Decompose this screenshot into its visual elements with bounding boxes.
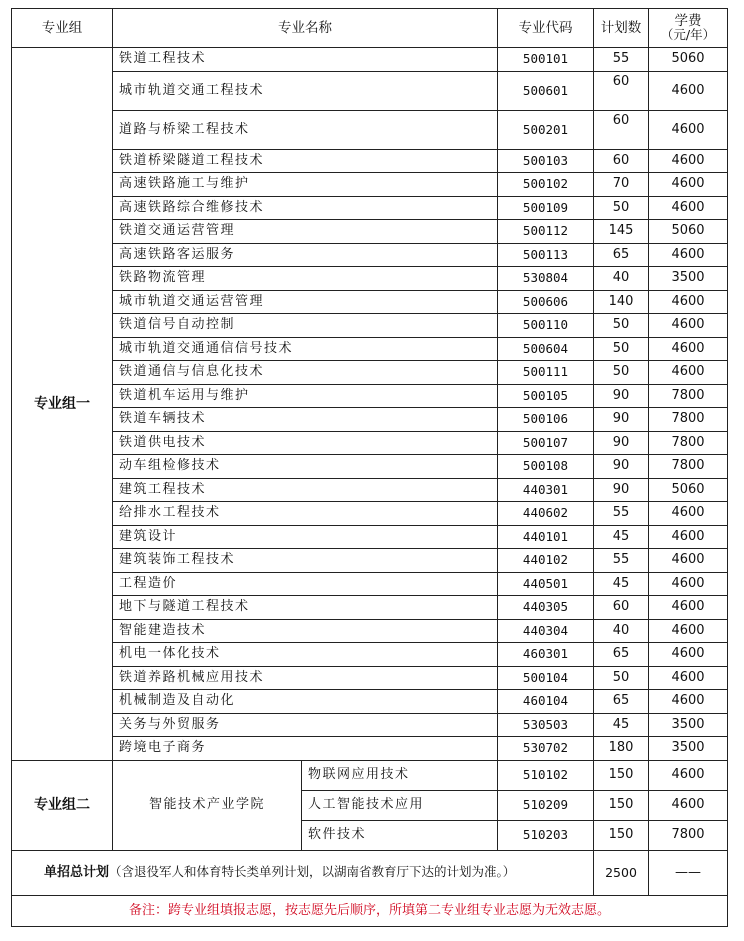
major-fee: 4600: [649, 110, 728, 149]
major-name: 跨境电子商务: [113, 737, 498, 761]
table-row: [12, 267, 728, 291]
group2-label: 专业组二: [12, 760, 113, 850]
table-row: [12, 314, 728, 338]
major-plan: 50: [594, 314, 649, 338]
major-plan: 145: [594, 220, 649, 244]
major-plan: 90: [594, 478, 649, 502]
group2-college: 智能技术产业学院: [113, 760, 302, 850]
major-plan: 65: [594, 243, 649, 267]
major-plan: 50: [594, 196, 649, 220]
major-name: 铁道供电技术: [113, 431, 498, 455]
major-name: 道路与桥梁工程技术: [113, 110, 498, 149]
major-fee: 7800: [649, 384, 728, 408]
major-code: 440602: [498, 502, 594, 526]
major-code: 440305: [498, 596, 594, 620]
table-row: [12, 596, 728, 620]
major-code: 510102: [498, 760, 594, 790]
major-plan: 60: [594, 596, 649, 620]
table-row: [12, 760, 728, 790]
major-plan: 150: [594, 790, 649, 820]
table-header: [12, 9, 728, 48]
table-row: [12, 408, 728, 432]
major-code: 500105: [498, 384, 594, 408]
major-code: 440501: [498, 572, 594, 596]
major-code: 500606: [498, 290, 594, 314]
major-plan: 45: [594, 572, 649, 596]
major-fee: 4600: [649, 643, 728, 667]
major-plan: 140: [594, 290, 649, 314]
table-row: [12, 243, 728, 267]
table-row: [12, 502, 728, 526]
major-name: 机械制造及自动化: [113, 690, 498, 714]
enrollment-plan-table-wrapper: [11, 8, 727, 927]
table-row: [12, 196, 728, 220]
major-fee: 7800: [649, 431, 728, 455]
major-name: 机电一体化技术: [113, 643, 498, 667]
table-row: [12, 337, 728, 361]
major-plan: 90: [594, 431, 649, 455]
major-plan: 60: [594, 149, 649, 173]
major-fee: 4600: [649, 149, 728, 173]
major-code: 510203: [498, 820, 594, 850]
table-row: [12, 690, 728, 714]
major-name: 高速铁路施工与维护: [113, 173, 498, 197]
table-row: [12, 619, 728, 643]
major-code: 510209: [498, 790, 594, 820]
major-fee: 4600: [649, 666, 728, 690]
major-name: 城市轨道交通工程技术: [113, 71, 498, 110]
major-plan: 50: [594, 361, 649, 385]
major-plan: 40: [594, 619, 649, 643]
major-code: 500102: [498, 173, 594, 197]
major-fee: 3500: [649, 267, 728, 291]
major-name: 软件技术: [302, 820, 498, 850]
major-fee: 4600: [649, 572, 728, 596]
major-code: 440102: [498, 549, 594, 573]
footnote: 备注：跨专业组填报志愿，按志愿先后顺序，所填第二专业组专业志愿为无效志愿。: [12, 895, 728, 926]
major-fee: 4600: [649, 619, 728, 643]
major-code: 500111: [498, 361, 594, 385]
major-name: 铁道交通运营管理: [113, 220, 498, 244]
total-fee: ——: [649, 850, 728, 895]
footnote-row: [12, 895, 728, 926]
table-row: [12, 643, 728, 667]
table-row: [12, 666, 728, 690]
major-code: 440304: [498, 619, 594, 643]
table-row: [12, 173, 728, 197]
major-fee: 4600: [649, 549, 728, 573]
major-code: 500107: [498, 431, 594, 455]
header-name: 专业名称: [113, 9, 498, 48]
major-code: 500201: [498, 110, 594, 149]
header-fee-line2: （元/年）: [660, 27, 716, 42]
major-code: 500113: [498, 243, 594, 267]
table-row: [12, 549, 728, 573]
major-plan: 50: [594, 666, 649, 690]
major-plan: 150: [594, 820, 649, 850]
table-row: [12, 290, 728, 314]
major-plan: 90: [594, 455, 649, 479]
table-row: [12, 737, 728, 761]
major-plan: 55: [594, 549, 649, 573]
enrollment-plan-table: [11, 8, 728, 927]
header-fee: [649, 9, 728, 48]
major-code: 530804: [498, 267, 594, 291]
table-row: [12, 71, 728, 110]
major-name: 高速铁路综合维修技术: [113, 196, 498, 220]
major-code: 500106: [498, 408, 594, 432]
major-fee: 4600: [649, 71, 728, 110]
major-code: 530503: [498, 713, 594, 737]
major-name: 城市轨道交通通信信号技术: [113, 337, 498, 361]
header-plan: 计划数: [594, 9, 649, 48]
table-row: [12, 431, 728, 455]
major-name: 城市轨道交通运营管理: [113, 290, 498, 314]
major-fee: 5060: [649, 220, 728, 244]
major-fee: 3500: [649, 713, 728, 737]
table-row: [12, 478, 728, 502]
major-fee: 3500: [649, 737, 728, 761]
major-fee: 4600: [649, 502, 728, 526]
major-fee: 4600: [649, 525, 728, 549]
major-code: 500101: [498, 48, 594, 72]
major-plan: 50: [594, 337, 649, 361]
major-fee: 4600: [649, 361, 728, 385]
major-code: 500104: [498, 666, 594, 690]
major-plan: 45: [594, 713, 649, 737]
major-plan: 60: [594, 71, 649, 110]
major-code: 460104: [498, 690, 594, 714]
major-fee: 5060: [649, 478, 728, 502]
major-code: 460301: [498, 643, 594, 667]
table-row: [12, 525, 728, 549]
table-row: [12, 149, 728, 173]
major-code: 500103: [498, 149, 594, 173]
major-name: 铁道车辆技术: [113, 408, 498, 432]
major-fee: 4600: [649, 760, 728, 790]
major-code: 440301: [498, 478, 594, 502]
major-fee: 7800: [649, 408, 728, 432]
major-name: 建筑工程技术: [113, 478, 498, 502]
major-name: 铁道工程技术: [113, 48, 498, 72]
major-name: 铁道机车运用与维护: [113, 384, 498, 408]
major-code: 500601: [498, 71, 594, 110]
major-plan: 55: [594, 48, 649, 72]
major-fee: 7800: [649, 820, 728, 850]
table-row: [12, 713, 728, 737]
major-code: 530702: [498, 737, 594, 761]
total-plan: 2500: [594, 850, 649, 895]
major-name: 铁道通信与信息化技术: [113, 361, 498, 385]
major-plan: 150: [594, 760, 649, 790]
major-name: 建筑装饰工程技术: [113, 549, 498, 573]
major-name: 给排水工程技术: [113, 502, 498, 526]
table-row: [12, 384, 728, 408]
major-plan: 65: [594, 643, 649, 667]
major-name: 铁道桥梁隧道工程技术: [113, 149, 498, 173]
major-name: 智能建造技术: [113, 619, 498, 643]
total-label-cell: [12, 850, 594, 895]
major-fee: 4600: [649, 173, 728, 197]
major-code: 500108: [498, 455, 594, 479]
major-name: 铁道信号自动控制: [113, 314, 498, 338]
table-row: [12, 361, 728, 385]
group1-label: 专业组一: [12, 48, 113, 761]
major-code: 500110: [498, 314, 594, 338]
major-plan: 55: [594, 502, 649, 526]
table-row: [12, 48, 728, 72]
total-body: [12, 850, 728, 926]
major-fee: 4600: [649, 196, 728, 220]
major-fee: 5060: [649, 48, 728, 72]
major-name: 建筑设计: [113, 525, 498, 549]
major-name: 工程造价: [113, 572, 498, 596]
major-fee: 4600: [649, 690, 728, 714]
major-fee: 4600: [649, 243, 728, 267]
major-name: 人工智能技术应用: [302, 790, 498, 820]
major-name: 地下与隧道工程技术: [113, 596, 498, 620]
major-code: 500109: [498, 196, 594, 220]
major-plan: 70: [594, 173, 649, 197]
major-plan: 180: [594, 737, 649, 761]
major-fee: 4600: [649, 314, 728, 338]
major-name: 关务与外贸服务: [113, 713, 498, 737]
major-name: 铁道养路机械应用技术: [113, 666, 498, 690]
major-name: 动车组检修技术: [113, 455, 498, 479]
major-name: 铁路物流管理: [113, 267, 498, 291]
major-plan: 45: [594, 525, 649, 549]
table-row: [12, 572, 728, 596]
major-code: 500112: [498, 220, 594, 244]
major-plan: 40: [594, 267, 649, 291]
major-code: 440101: [498, 525, 594, 549]
header-fee-line1: 学费: [674, 13, 702, 29]
header-group: 专业组: [12, 9, 113, 48]
total-label: 单招总计划: [44, 865, 110, 880]
header-code: 专业代码: [498, 9, 594, 48]
major-fee: 4600: [649, 337, 728, 361]
major-plan: 90: [594, 408, 649, 432]
major-name: 物联网应用技术: [302, 760, 498, 790]
table-row: [12, 110, 728, 149]
major-fee: 4600: [649, 290, 728, 314]
total-row: [12, 850, 728, 895]
major-name: 高速铁路客运服务: [113, 243, 498, 267]
total-note: （含退役军人和体育特长类单列计划，以湖南省教育厅下达的计划为准。）: [109, 864, 516, 879]
table-row: [12, 455, 728, 479]
major-fee: 7800: [649, 455, 728, 479]
major-fee: 4600: [649, 790, 728, 820]
group2-body: [12, 760, 728, 850]
major-fee: 4600: [649, 596, 728, 620]
major-plan: 65: [594, 690, 649, 714]
major-plan: 90: [594, 384, 649, 408]
group1-body: [12, 48, 728, 761]
table-row: [12, 220, 728, 244]
major-code: 500604: [498, 337, 594, 361]
header-row: [12, 9, 728, 48]
major-plan: 60: [594, 110, 649, 149]
